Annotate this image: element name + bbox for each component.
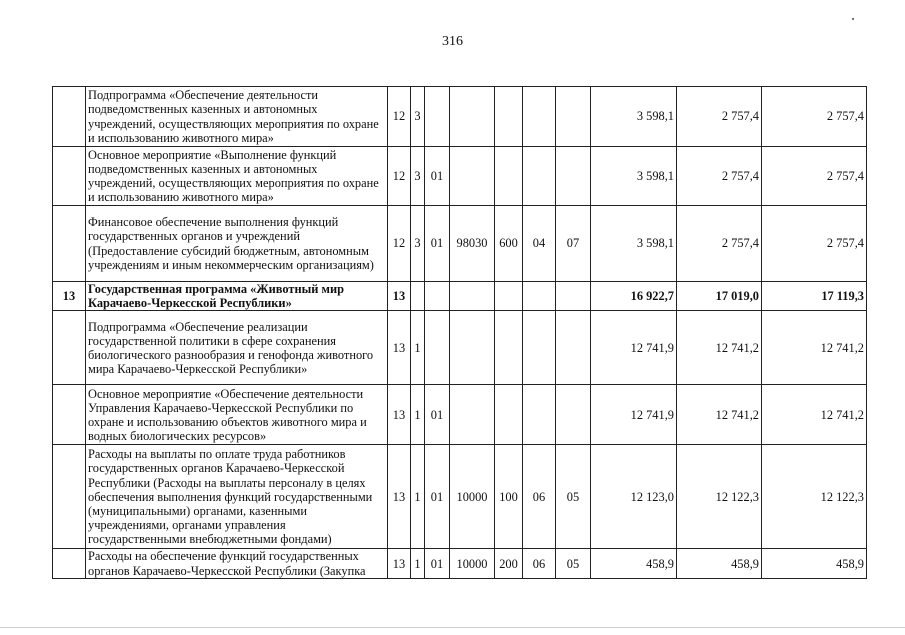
table-row [53,385,867,445]
amount-year-2: 2 757,4 [677,206,762,282]
amount-year-1: 3 598,1 [591,147,677,206]
row-name: Основное мероприятие «Выполнение функций подведомственных казенных и автономных учреждений, осуществляющих мероприятия по охране и использованию животного мира» [86,147,388,206]
code-subprogram [411,282,425,311]
amount-year-1: 12 123,0 [591,445,677,549]
amount-year-3: 12 741,2 [762,311,867,385]
code-direction [450,87,495,147]
code-direction: 10000 [450,549,495,578]
amount-year-1: 12 741,9 [591,385,677,445]
amount-year-3: 458,9 [762,549,867,578]
code-measure [425,282,450,311]
code-section: 13 [388,549,411,578]
code-measure: 01 [425,549,450,578]
code-direction: 98030 [450,206,495,282]
code-subprogram: 1 [411,385,425,445]
code-subdivision: 05 [556,549,591,578]
code-expense-type: 200 [495,549,523,578]
amount-year-1: 3 598,1 [591,87,677,147]
row-number: 13 [53,282,86,311]
budget-table [52,86,867,579]
code-section: 13 [388,445,411,549]
code-subprogram: 3 [411,206,425,282]
code-subdivision [556,385,591,445]
code-expense-type [495,147,523,206]
row-name: Финансовое обеспечение выполнения функций государственных органов и учреждений (Предоставление субсидий бюджетным, автономным учреждениям и иным некоммерческим организациям) [86,206,388,282]
row-number [53,445,86,549]
code-section: 12 [388,206,411,282]
code-measure [425,311,450,385]
code-expense-type [495,385,523,445]
row-number [53,385,86,445]
row-name: Основное мероприятие «Обеспечение деятельности Управления Карачаево-Черкесской Республики по охране и использованию объектов животного мира и водных биологических ресурсов» [86,385,388,445]
page-number: 316 [442,34,463,49]
row-number [53,311,86,385]
row-number [53,206,86,282]
row-name: Подпрограмма «Обеспечение деятельности подведомственных казенных и автономных учреждений, осуществляющих мероприятия по охране и использованию животного мира» [86,87,388,147]
row-name: Подпрограмма «Обеспечение реализации государственной политики в сфере сохранения биологического разнообразия и генофонда животного мира Карачаево-Черкесской Республики» [86,311,388,385]
code-expense-type [495,311,523,385]
code-subprogram: 1 [411,445,425,549]
amount-year-3: 2 757,4 [762,206,867,282]
code-direction [450,282,495,311]
code-section: 13 [388,311,411,385]
code-direction: 10000 [450,445,495,549]
code-direction [450,147,495,206]
code-subprogram: 3 [411,87,425,147]
amount-year-1: 16 922,7 [591,282,677,311]
code-section: 13 [388,385,411,445]
amount-year-2: 2 757,4 [677,87,762,147]
amount-year-2: 12 741,2 [677,311,762,385]
table-row [53,206,867,282]
amount-year-3: 12 741,2 [762,385,867,445]
code-section: 12 [388,147,411,206]
scan-edge-line [0,627,905,628]
code-subprogram: 1 [411,311,425,385]
row-number [53,147,86,206]
code-measure: 01 [425,206,450,282]
row-name: Государственная программа «Животный мир Карачаево-Черкесской Республики» [86,282,388,311]
amount-year-2: 458,9 [677,549,762,578]
code-section: 13 [388,282,411,311]
code-subprogram: 3 [411,147,425,206]
code-expense-type [495,282,523,311]
code-subdivision [556,311,591,385]
row-name: Расходы на обеспечение функций государственных органов Карачаево-Черкесской Республики (Закупка [86,549,388,578]
code-measure: 01 [425,445,450,549]
table-row [53,549,867,578]
amount-year-3: 17 119,3 [762,282,867,311]
code-division: 04 [523,206,556,282]
code-subprogram: 1 [411,549,425,578]
code-measure: 01 [425,385,450,445]
amount-year-1: 458,9 [591,549,677,578]
table-row [53,87,867,147]
amount-year-2: 12 741,2 [677,385,762,445]
table-row [53,147,867,206]
code-subdivision [556,147,591,206]
code-subdivision [556,282,591,311]
row-name: Расходы на выплаты по оплате труда работников государственных органов Карачаево-Черкесской Республики (Расходы на выплаты персоналу в целях обеспечения выполнения функций государственными (муниципальными) органами, казенными учреждениями, органами управления государственными внебюджетными фондами) [86,445,388,549]
amount-year-1: 3 598,1 [591,206,677,282]
code-expense-type: 600 [495,206,523,282]
amount-year-1: 12 741,9 [591,311,677,385]
code-measure: 01 [425,147,450,206]
code-subdivision: 07 [556,206,591,282]
row-number [53,87,86,147]
amount-year-3: 2 757,4 [762,147,867,206]
amount-year-2: 17 019,0 [677,282,762,311]
table-row [53,282,867,311]
code-direction [450,385,495,445]
scan-speck [852,18,854,20]
code-expense-type [495,87,523,147]
code-measure [425,87,450,147]
code-division: 06 [523,549,556,578]
code-division [523,282,556,311]
table-row [53,311,867,385]
row-number [53,549,86,578]
code-division [523,147,556,206]
amount-year-3: 2 757,4 [762,87,867,147]
code-subdivision [556,87,591,147]
code-division [523,385,556,445]
code-subdivision: 05 [556,445,591,549]
code-expense-type: 100 [495,445,523,549]
table-body [53,87,867,579]
code-direction [450,311,495,385]
code-section: 12 [388,87,411,147]
amount-year-2: 2 757,4 [677,147,762,206]
code-division [523,87,556,147]
amount-year-2: 12 122,3 [677,445,762,549]
amount-year-3: 12 122,3 [762,445,867,549]
code-division [523,311,556,385]
code-division: 06 [523,445,556,549]
table-row [53,445,867,549]
